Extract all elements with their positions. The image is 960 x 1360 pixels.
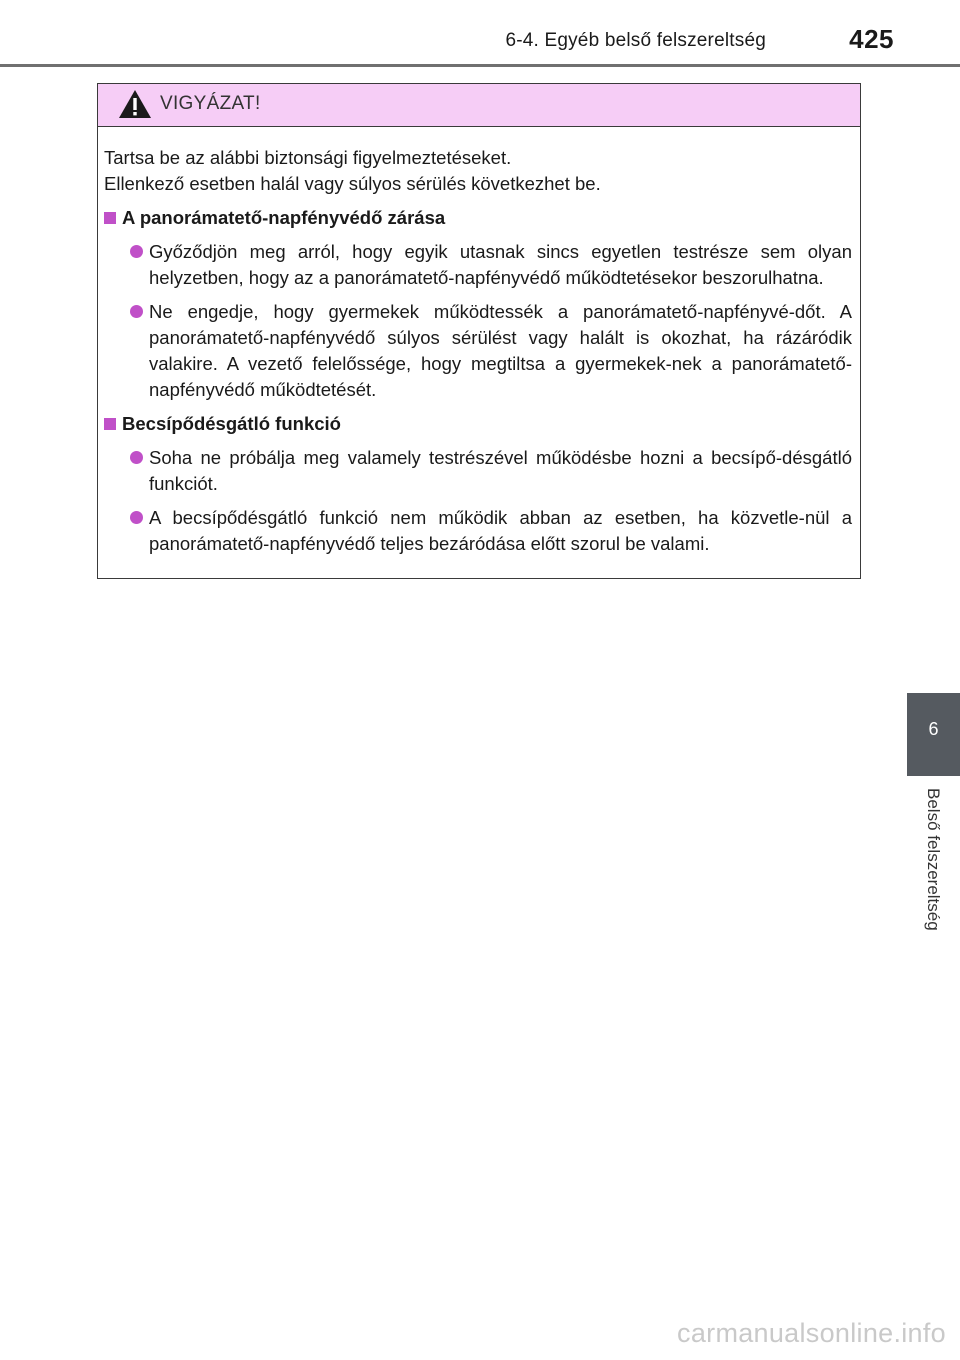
warning-triangle-icon (118, 89, 152, 119)
page-number: 425 (849, 24, 894, 54)
list-item-text: Ne engedje, hogy gyermekek működtessék a panorámatető-napfényvé-dőt. A panorámatető-napfényvédő súlyos sérülést vagy halált is okozhat, ha rázáródik valakire. A vezető felelőssége, hogy megtiltsa a gyermekek-nek a panorámatető-napfényvédő működtetését. (149, 301, 852, 400)
dot-bullet-icon (130, 451, 143, 464)
chapter-number: 6 (928, 719, 939, 739)
section-heading (104, 205, 852, 231)
warning-header (98, 84, 860, 127)
list-item (104, 239, 852, 291)
warning-intro (104, 145, 852, 197)
warning-title: VIGYÁZAT! (160, 93, 261, 114)
intro-line: Tartsa be az alábbi biztonsági figyelmeztetéseket. (104, 147, 512, 168)
warning-body (98, 127, 860, 557)
dot-bullet-icon (130, 245, 143, 258)
dot-bullet-icon (130, 305, 143, 318)
warning-section (104, 411, 852, 557)
watermark: carmanualsonline.info (677, 1318, 946, 1348)
header-rule (0, 64, 960, 67)
dot-bullet-icon (130, 511, 143, 524)
header-section-title: 6-4. Egyéb belső felszereltség (505, 30, 766, 51)
square-bullet-icon (104, 418, 116, 430)
list-item (104, 299, 852, 403)
list-item-text: A becsípődésgátló funkció nem működik abban az esetben, ha közvetle-nül a panorámatető-napfényvédő teljes bezáródása előtt szorul be valami. (149, 507, 852, 554)
square-bullet-icon (104, 212, 116, 224)
section-heading-text: Becsípődésgátló funkció (122, 413, 341, 434)
warning-section (104, 205, 852, 403)
list-item-text: Soha ne próbálja meg valamely testrészével működésbe hozni a becsípő-désgátló funkciót. (149, 447, 852, 494)
list-item-text: Győződjön meg arról, hogy egyik utasnak sincs egyetlen testrésze sem olyan helyzetben, hogy az a panorámatető-napfényvédő működtetésekor beszorulhatna. (149, 241, 852, 288)
section-heading (104, 411, 852, 437)
list-item (104, 445, 852, 497)
intro-line: Ellenkező esetben halál vagy súlyos sérülés következhet be. (104, 173, 601, 194)
section-heading-text: A panorámatető-napfényvédő zárása (122, 207, 446, 228)
chapter-side-tab[interactable] (907, 693, 960, 776)
list-item (104, 505, 852, 557)
warning-box (97, 83, 861, 579)
chapter-label-text: Belső felszereltség (924, 788, 943, 931)
